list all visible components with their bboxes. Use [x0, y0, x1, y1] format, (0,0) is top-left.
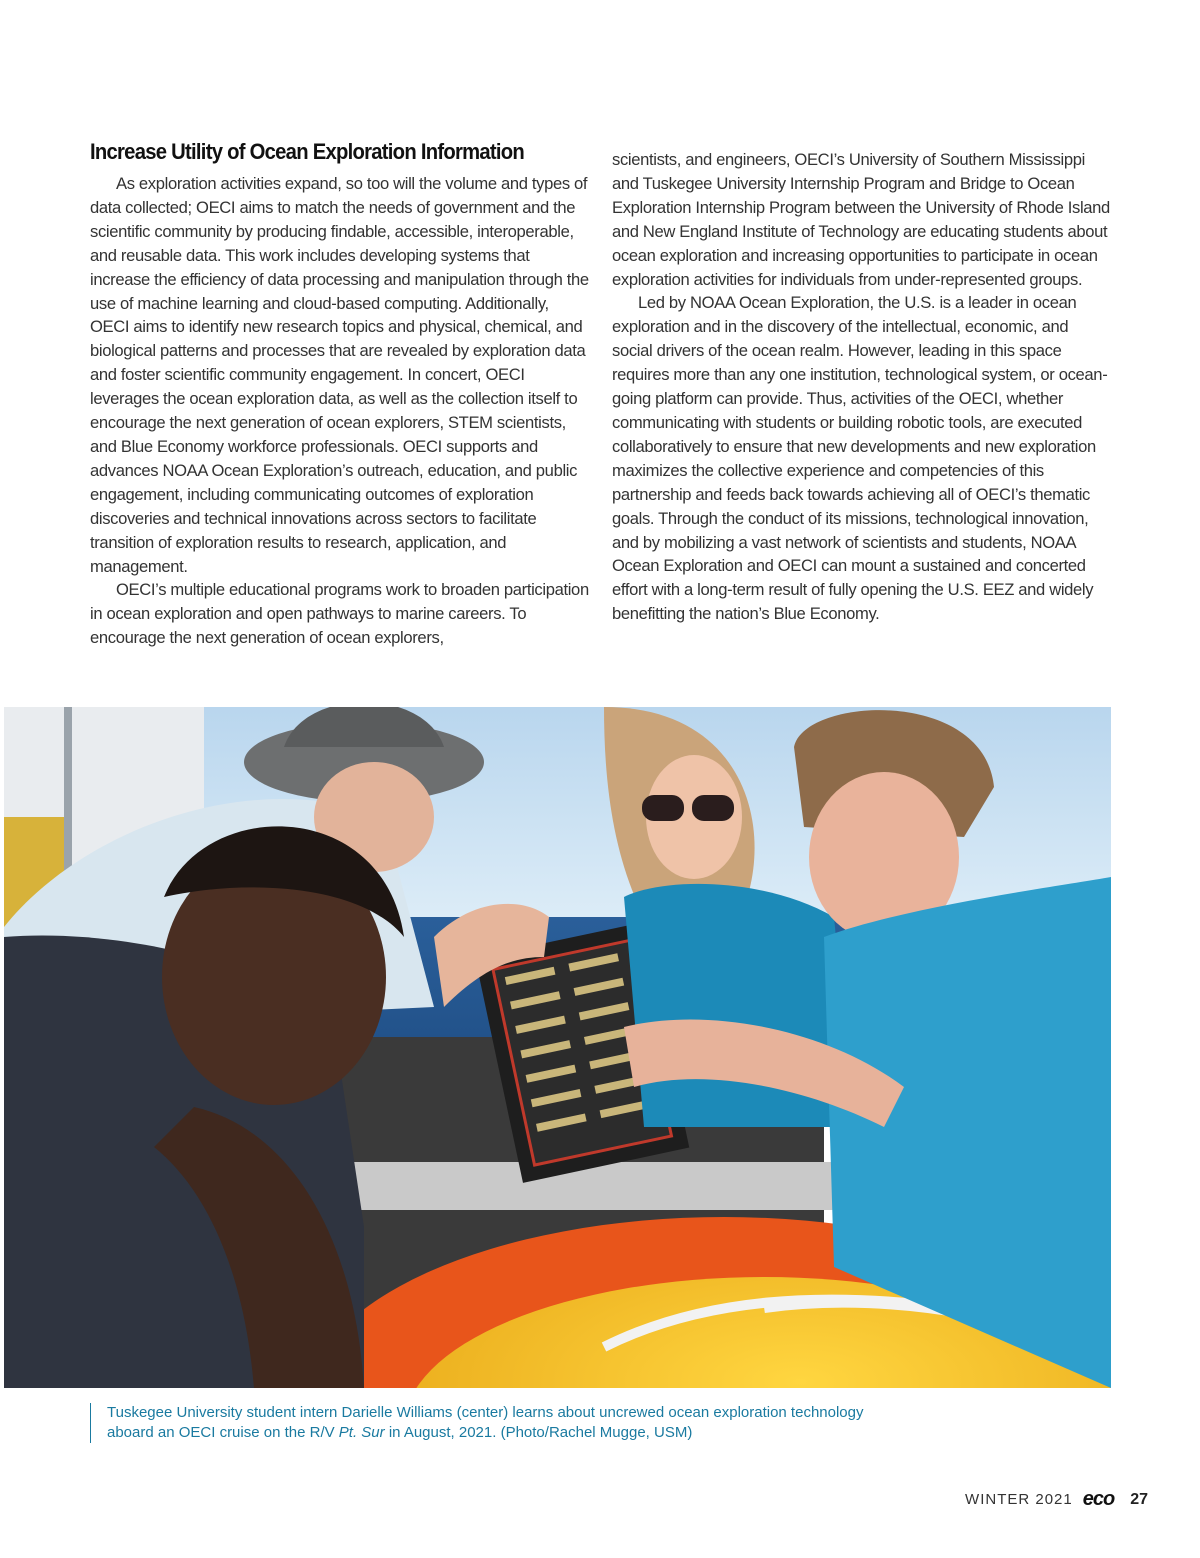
photo-caption: [90, 1403, 907, 1443]
body-paragraph: As exploration activities expand, so too will the volume and types of data collected; OECI aims to match the needs of government and the scientific community by producing findable, accessible, interoperable, and reusable data. This work includes developing systems that increase the efficiency of data processing and manipulation through the use of machine learning and cloud-based computing. Additionally, OECI aims to identify new research topics and physical, chemical, and biological patterns and processes that are revealed by exploration data and foster scientific community engagement. In concert, OECI leverages the ocean exploration data, as well as the collection itself to encourage the next generation of ocean explorers, STEM scientists, and Blue Economy workforce professionals. OECI supports and advances NOAA Ocean Exploration’s outreach, education, and public engagement, including communicating outcomes of exploration discoveries and technical innovations across sectors to facilitate transition of exploration results to research, application, and management.: [90, 174, 589, 576]
page-footer: [965, 1488, 1148, 1511]
body-paragraph: scientists, and engineers, OECI’s University of Southern Mississippi and Tuskegee University Internship Program and Bridge to Ocean Exploration Internship Program between the University of Rhode Island and New England Institute of Technology are educating students about ocean exploration and increasing opportunities to participate in ocean exploration activities for individuals from under-represented groups.: [612, 150, 1110, 289]
body-paragraph: OECI’s multiple educational programs work to broaden participation in ocean exploration and open pathways to marine careers. To encourage the next generation of ocean explorers,: [90, 580, 589, 648]
left-column: [90, 138, 590, 650]
issue-label: WINTER 2021: [965, 1491, 1073, 1508]
body-paragraph: Led by NOAA Ocean Exploration, the U.S. is a leader in ocean exploration and in the discovery of the intellectual, economic, and social drivers of the ocean realm. However, leading in this space requires more than any one institution, technological system, or ocean-going platform can provide. Thus, activities of the OECI, whether communicating with students or building robotic tools, are executed collaboratively to ensure that new developments and new exploration maximizes the collective experience and competencies of this partnership and feeds back towards achieving all of OECI’s thematic goals. Through the conduct of its missions, technological innovation, and by mobilizing a vast network of scientists and students, NOAA Ocean Exploration and OECI can mount a sustained and concerted effort with a long-term result of fully opening the U.S. EEZ and widely benefitting the nation’s Blue Economy.: [612, 293, 1108, 624]
vessel-name: Pt. Sur: [338, 1424, 385, 1441]
page-number: 27: [1130, 1490, 1148, 1508]
feature-photo: [4, 707, 1111, 1388]
right-column: [612, 148, 1112, 626]
caption-text: Tuskegee University student intern Darielle Williams (center) learns about uncrewed ocean exploration technology aboard an OECI cruise on the R/V: [107, 1404, 864, 1441]
caption-text-end: in August, 2021. (Photo/Rachel Mugge, USM): [384, 1424, 693, 1441]
section-heading: Increase Utility of Ocean Exploration Information: [90, 139, 525, 164]
magazine-logo: eco: [1082, 1488, 1115, 1510]
